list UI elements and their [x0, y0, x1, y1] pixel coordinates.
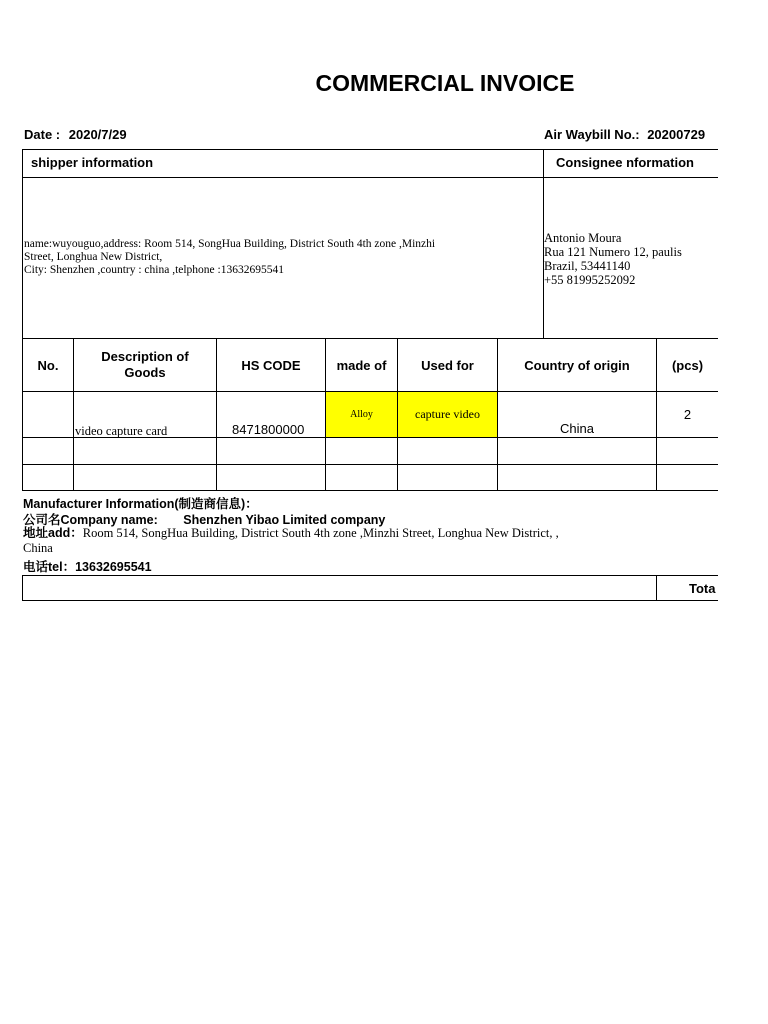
company-label: 公司名Company name: [23, 513, 158, 527]
consignee-header: Consignee nformation [556, 155, 694, 170]
consignee-line: Rua 121 Numero 12, paulis [544, 245, 682, 259]
total-row-bottom [22, 600, 718, 601]
border-left [22, 149, 23, 491]
total-label: Tota [689, 581, 716, 596]
col-header-made-of: made of [336, 357, 387, 373]
date-row [24, 127, 127, 142]
date-value: 2020/7/29 [68, 127, 127, 142]
consignee-line: Brazil, 53441140 [544, 259, 631, 273]
col-header-hs-code: HS CODE [241, 357, 301, 373]
address-value-cont: China [23, 541, 53, 555]
shipper-info [24, 238, 435, 277]
address-value: Room 514, SongHua Building, District South 4th zone ,Minzhi Street, Longhua New District, , [82, 526, 559, 540]
shipper-line: Street, Longhua New District, [24, 251, 163, 263]
company-value: Shenzhen Yibao Limited company [183, 513, 386, 527]
item-origin: China [560, 421, 594, 436]
total-row-divider [656, 575, 657, 601]
invoice-title: COMMERCIAL INVOICE [315, 70, 575, 96]
total-row-left [22, 575, 23, 601]
shipper-line: City: Shenzhen ,country : china ,telphone :13632695541 [24, 264, 284, 276]
tel-value: 13632695541 [75, 560, 152, 574]
item-description: video capture card [75, 424, 168, 438]
awb-row [544, 127, 705, 142]
address-row [23, 526, 559, 556]
col-header-description: Description of Goods [101, 349, 189, 380]
col-header-used-for: Used for [421, 357, 474, 373]
border-header-bottom [22, 177, 718, 178]
col-header-origin: Country of origin [524, 357, 630, 373]
tel-row [23, 557, 152, 575]
goods-bottom [22, 490, 718, 491]
item-used-for: capture video [398, 392, 497, 437]
shipper-header: shipper information [31, 155, 154, 170]
item-made-of: Alloy [326, 392, 397, 437]
consignee-info [544, 231, 718, 287]
total-row-top [22, 575, 718, 576]
awb-value: 20200729 [647, 127, 706, 142]
shipper-line: name:wuyouguo,address: Room 514, SongHua Building, District South 4th zone ,Minzhi [24, 238, 436, 250]
tel-label: 电话tel： [23, 560, 76, 574]
item-pcs: 2 [683, 407, 692, 422]
col-header-no: No. [37, 357, 59, 373]
border-top [22, 149, 718, 150]
goods-row-line [22, 464, 718, 465]
col-header-pcs: (pcs) [671, 357, 704, 373]
item-hs-code: 8471800000 [232, 422, 305, 437]
date-label: Date : [24, 127, 61, 142]
goods-col-line [73, 338, 74, 491]
address-label: 地址add： [23, 526, 83, 540]
consignee-line: +55 81995252092 [544, 273, 636, 287]
manufacturer-heading: Manufacturer Information(制造商信息)： [23, 497, 258, 511]
consignee-line: Antonio Moura [544, 231, 622, 245]
awb-label: Air Waybill No.: [544, 127, 640, 142]
